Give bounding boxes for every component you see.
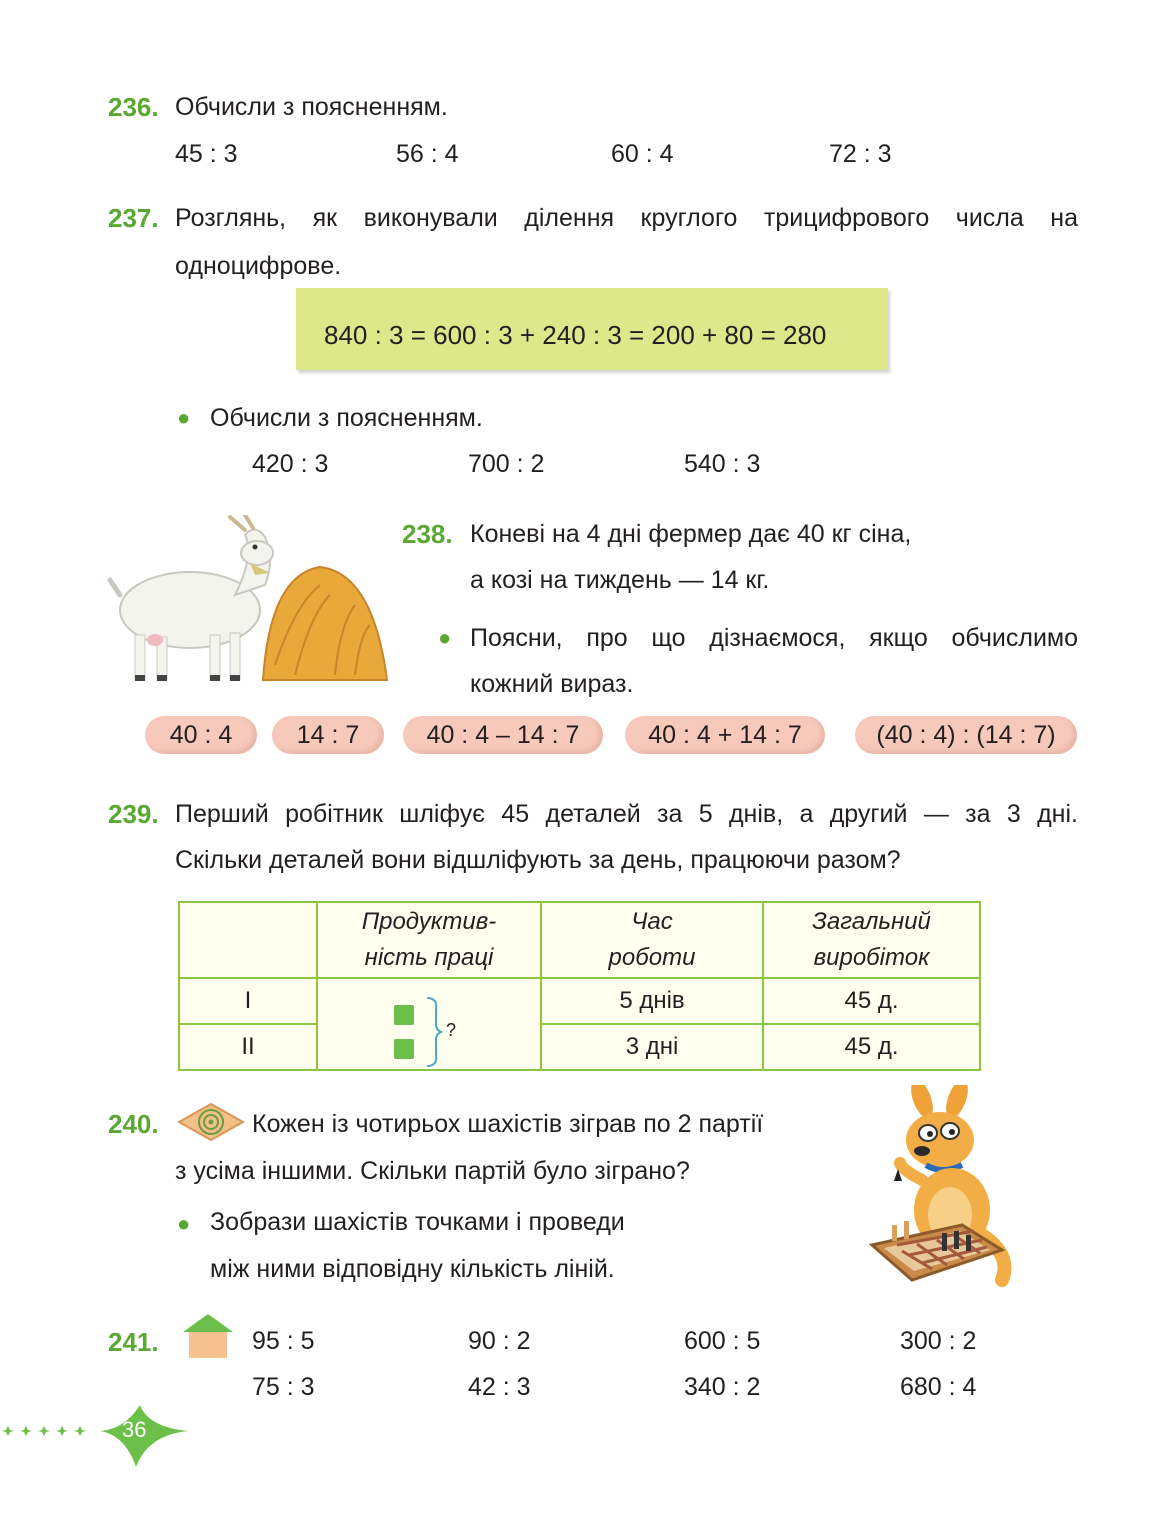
expression: 600 : 5 xyxy=(684,1327,761,1355)
exercise-number-241: 241. xyxy=(108,1327,159,1357)
exercise-number-239: 239. xyxy=(108,799,159,829)
table-header-row xyxy=(179,902,980,978)
unknown-square-icon xyxy=(394,1039,414,1059)
header-line: Продуктив- xyxy=(361,908,497,935)
exercise-238-line2: а козі на тиждень — 14 кг. xyxy=(470,566,770,594)
expression-pill: (40 : 4) : (14 : 7) xyxy=(855,716,1077,754)
header-line: роботи xyxy=(608,944,696,971)
table-header-empty xyxy=(179,902,317,978)
table-header-time xyxy=(541,902,763,978)
expression: 60 : 4 xyxy=(611,140,674,168)
exercise-237-line2: одноцифрове. xyxy=(175,252,342,280)
expression: 700 : 2 xyxy=(468,450,545,478)
table-row xyxy=(179,1024,980,1070)
expression: 72 : 3 xyxy=(829,140,892,168)
row-output: 45 д. xyxy=(763,1024,980,1070)
exercise-number-238: 238. xyxy=(402,519,453,549)
header-line: Час xyxy=(631,908,673,935)
expression: 45 : 3 xyxy=(175,140,238,168)
table-row xyxy=(179,978,980,1024)
exercise-237-line1: Розглянь, як виконували ділення круглого трицифрового числа на xyxy=(175,204,1078,232)
exercise-239-line1: Перший робітник шліфує 45 деталей за 5 днів, а другий — за 3 дні. xyxy=(175,800,1078,828)
exercise-240-line2: з усіма іншими. Скільки партій було зіграно? xyxy=(175,1157,690,1185)
expression-pill: 14 : 7 xyxy=(272,716,384,754)
question-mark: ? xyxy=(446,1020,457,1040)
exercise-239-line2: Скільки деталей вони відшліфують за день, працюючи разом? xyxy=(175,846,901,874)
header-line: ність праці xyxy=(364,944,494,971)
kangaroo-chess-illustration xyxy=(862,1085,1014,1297)
maze-diamond-icon xyxy=(177,1102,245,1142)
bullet-icon: ● xyxy=(177,1211,191,1236)
exercise-240-line1: Кожен із чотирьох шахістів зіграв по 2 партії xyxy=(252,1110,764,1138)
exercise-number-236: 236. xyxy=(108,92,159,122)
expression: 95 : 5 xyxy=(252,1327,315,1355)
goat-and-hay-illustration xyxy=(105,515,395,690)
table-header-output xyxy=(763,902,980,978)
expression: 680 : 4 xyxy=(900,1373,977,1401)
work-table xyxy=(178,901,981,1071)
exercise-237-bullet-text: Обчисли з поясненням. xyxy=(210,404,483,432)
expression: 340 : 2 xyxy=(684,1373,761,1401)
exercise-238-bullet-line2: кожний вираз. xyxy=(470,670,634,698)
exercise-240-bullet-line1: Зобрази шахістів точками і проведи xyxy=(210,1208,625,1236)
row-label: II xyxy=(179,1024,317,1070)
page-number: 36 xyxy=(122,1417,147,1442)
table-header-productivity xyxy=(317,902,541,978)
bullet-icon: ● xyxy=(177,405,191,430)
exercise-238-line1: Коневі на 4 дні фермер дає 40 кг сіна, xyxy=(470,520,912,548)
page-number-badge xyxy=(0,1405,190,1471)
expression: 300 : 2 xyxy=(900,1327,977,1355)
header-line: виробіток xyxy=(813,944,930,971)
expression: 420 : 3 xyxy=(252,450,329,478)
exercise-238-bullet-line1: Поясни, про що дізнаємося, якщо обчислимо xyxy=(470,624,1078,652)
expression: 75 : 3 xyxy=(252,1373,315,1401)
row-output: 45 д. xyxy=(763,978,980,1024)
row-time: 3 дні xyxy=(541,1024,763,1070)
expression-pill: 40 : 4 + 14 : 7 xyxy=(625,716,825,754)
exercise-number-237: 237. xyxy=(108,203,159,233)
unknown-square-icon xyxy=(394,1005,414,1025)
expression: 56 : 4 xyxy=(396,140,459,168)
home-icon xyxy=(181,1312,235,1360)
row-time: 5 днів xyxy=(541,978,763,1024)
expression: 42 : 3 xyxy=(468,1373,531,1401)
expression: 90 : 2 xyxy=(468,1327,531,1355)
bullet-icon: ● xyxy=(438,625,452,650)
exercise-240-bullet-line2: між ними відповідну кількість ліній. xyxy=(210,1255,615,1283)
expression: 540 : 3 xyxy=(684,450,761,478)
formula-example: 840 : 3 = 600 : 3 + 240 : 3 = 200 + 80 = 280 xyxy=(324,320,827,350)
exercise-236-text: Обчисли з поясненням. xyxy=(175,93,448,121)
curly-brace-icon xyxy=(424,996,448,1068)
expression-pill: 40 : 4 – 14 : 7 xyxy=(403,716,603,754)
row-label: I xyxy=(179,978,317,1024)
exercise-number-240: 240. xyxy=(108,1109,159,1139)
header-line: Загальний xyxy=(812,908,931,935)
expression-pill: 40 : 4 xyxy=(145,716,257,754)
